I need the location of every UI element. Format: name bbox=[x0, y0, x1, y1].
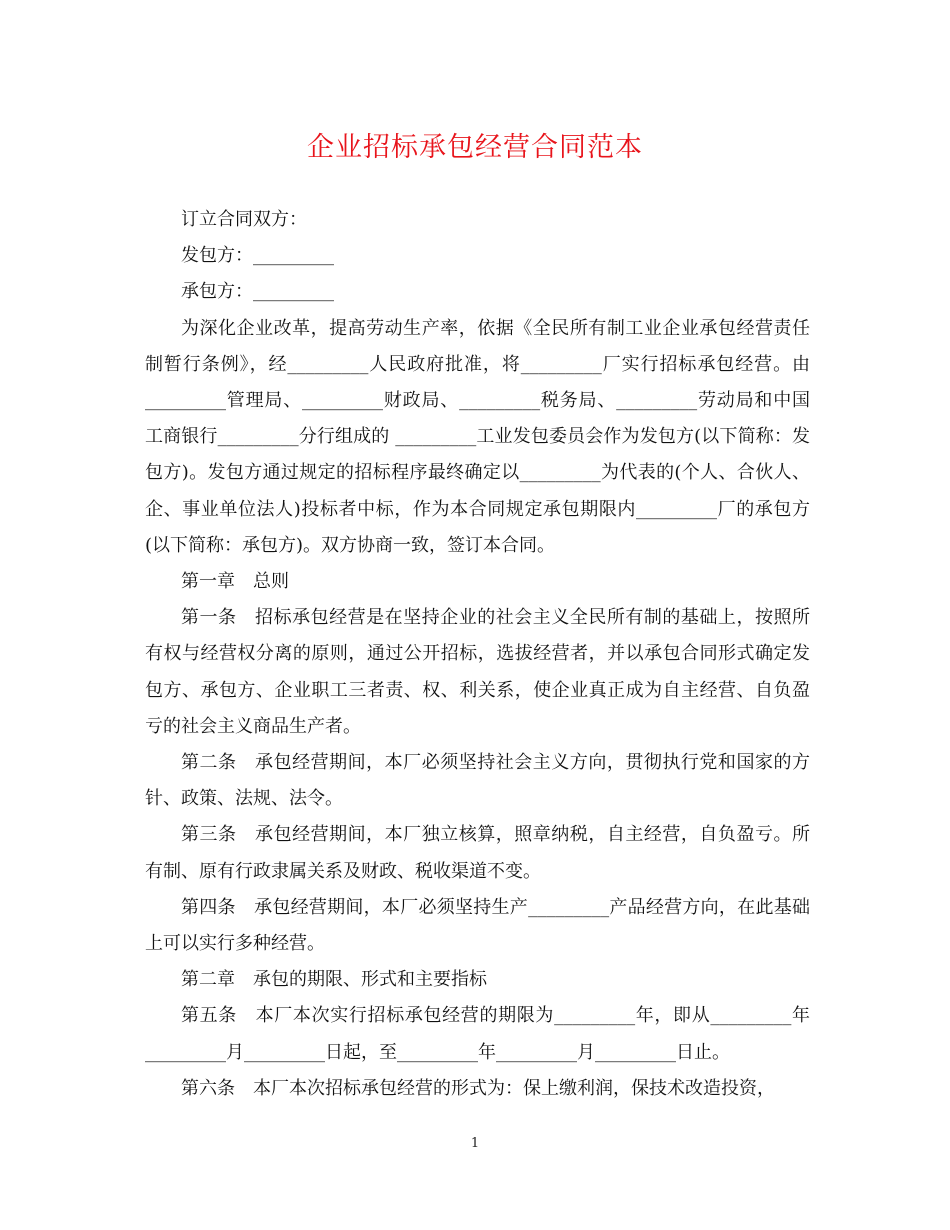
article-5: 第五条 本厂本次实行招标承包经营的期限为_________年，即从_________年_________月_________日起，至_________年_________月_________日止。 bbox=[145, 1005, 810, 1063]
page-number: 1 bbox=[470, 1136, 480, 1151]
article-4: 第四条 承包经营期间，本厂必须坚持生产_________产品经营方向，在此基础上可以实行多种经营。 bbox=[145, 896, 810, 955]
paragraph-contractor: 承包方：_________ bbox=[181, 281, 334, 303]
paragraph-parties-intro: 订立合同双方： bbox=[181, 209, 307, 230]
article-3: 第三条 承包经营期间，本厂独立核算，照章纳税，自主经营，自负盈亏。所有制、原有行政隶属关系及财政、税收渠道不变。 bbox=[145, 824, 810, 882]
paragraph-employer: 发包方：_________ bbox=[181, 245, 334, 267]
article-2: 第二条 承包经营期间，本厂必须坚持社会主义方向，贯彻执行党和国家的方针、政策、法规、法令。 bbox=[145, 752, 810, 810]
chapter-heading-2: 第二章 承包的期限、形式和主要指标 bbox=[181, 969, 487, 991]
document-title: 企业招标承包经营合同范本 bbox=[307, 132, 643, 163]
article-1: 第一条 招标承包经营是在坚持企业的社会主义全民所有制的基础上，按照所有权与经营权分离的原则，通过公开招标，选拔经营者，并以承包合同形式确定发包方、承包方、企业职工三者责、权、利关系，使企业真正成为自主经营、自负盈亏的社会主义商品生产者。 bbox=[145, 607, 810, 737]
chapter-heading-1: 第一章 总则 bbox=[181, 571, 289, 593]
paragraph-preamble: 为深化企业改革，提高劳动生产率，依据《全民所有制工业企业承包经营责任制暂行条例》，经_________人民政府批准，将_________厂实行招标承包经营。由 _________管理局、_________财政局、_________税务局、_________劳动局和中国工商银行_________分行组成的 _________工业发包委员会作为发包方(以下简称：发包方)。发包方通过规定的招标程序最终确定以_________为代表的(个人、合伙人、企、事业单位法人)投标者中标，作为本合同规定承包期限内_________厂的承包方(以下简称：承包方)。双方协商一致，签订本合同。 bbox=[145, 317, 810, 556]
document-body bbox=[145, 202, 810, 1107]
article-6: 第六条 本厂本次招标承包经营的形式为：保上缴利润，保技术改造投资， bbox=[181, 1077, 775, 1099]
